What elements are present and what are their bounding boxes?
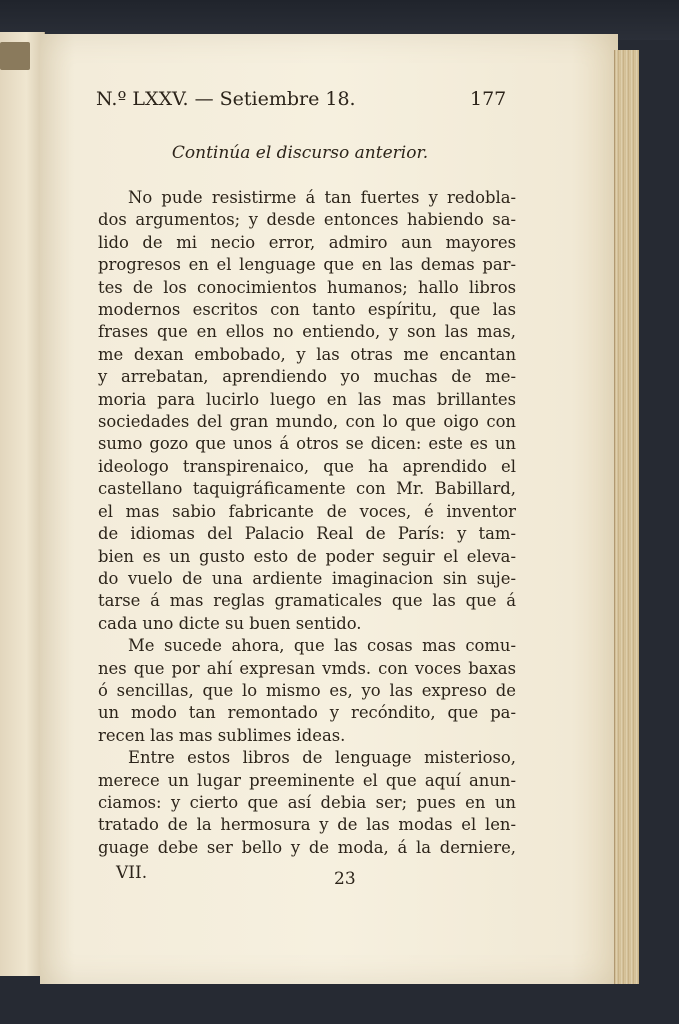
body-line: un modo tan remontado y recóndito, que pa- xyxy=(98,703,516,723)
body-line: tarse á mas reglas gramaticales que las que á xyxy=(98,591,516,611)
body-text xyxy=(98,187,516,859)
body-line: recen las mas sublimes ideas. xyxy=(98,725,346,745)
body-line: tratado de la hermosura y de las modas el len- xyxy=(98,815,516,835)
sheet-number: 23 xyxy=(334,869,356,889)
body-line: ó sencillas, que lo mismo es, yo las expreso de xyxy=(98,680,516,700)
body-line: tes de los conocimientos humanos; hallo libros xyxy=(98,277,516,297)
body-line: cada uno dicte su buen sentido. xyxy=(98,613,362,633)
running-head: N.º LXXV. — Setiembre 18. xyxy=(96,88,356,110)
section-subtitle: Continúa el discurso anterior. xyxy=(171,143,429,163)
body-line: No pude resistirme á tan fuertes y redobla- xyxy=(128,188,516,207)
facing-page-edge xyxy=(0,32,45,976)
body-line: ideologo transpirenaico, que ha aprendido el xyxy=(98,456,516,476)
body-line: sociedades del gran mundo, con lo que oigo con xyxy=(98,412,516,432)
body-line: progresos en el lenguage que en las demas par- xyxy=(98,255,516,275)
body-line: de idiomas del Palacio Real de París: y tam- xyxy=(98,524,516,544)
body-line: dos argumentos; y desde entonces habiendo sa- xyxy=(98,210,516,230)
body-line: y arrebatan, aprendiendo yo muchas de me- xyxy=(98,367,516,387)
signature-mark: VII. xyxy=(116,863,148,883)
body-line: moria para lucirlo luego en las mas brillantes xyxy=(98,389,516,409)
body-line: lido de mi necio error, admiro aun mayores xyxy=(98,232,516,252)
body-line: guage debe ser bello y de moda, á la derniere, xyxy=(98,837,516,857)
body-line: castellano taquigráficamente con Mr. Babillard, xyxy=(98,479,516,499)
body-line: Entre estos libros de lenguage misterioso, xyxy=(128,748,516,768)
body-line: me dexan embobado, y las otras me encantan xyxy=(98,344,516,364)
body-line: merece un lugar preeminente el que aquí anun- xyxy=(98,770,516,790)
body-line: nes que por ahí expresan vmds. con voces baxas xyxy=(98,658,516,678)
body-line: el mas sabio fabricante de voces, é inventor xyxy=(98,501,516,521)
binding-tab xyxy=(0,42,30,70)
page-fore-edge xyxy=(614,50,639,984)
body-line: modernos escritos con tanto espíritu, que las xyxy=(98,300,516,320)
body-line: ciamos: y cierto que así debia ser; pues en un xyxy=(98,792,516,812)
body-line: Me sucede ahora, que las cosas mas comu- xyxy=(128,636,516,656)
body-line: bien es un gusto esto de poder seguir el eleva- xyxy=(98,546,516,566)
page-number: 177 xyxy=(470,88,507,110)
body-line: sumo gozo que unos á otros se dicen: este es un xyxy=(98,434,516,454)
body-line: do vuelo de una ardiente imaginacion sin suje- xyxy=(98,568,516,588)
body-line: frases que en ellos no entiendo, y son las mas, xyxy=(98,322,516,342)
